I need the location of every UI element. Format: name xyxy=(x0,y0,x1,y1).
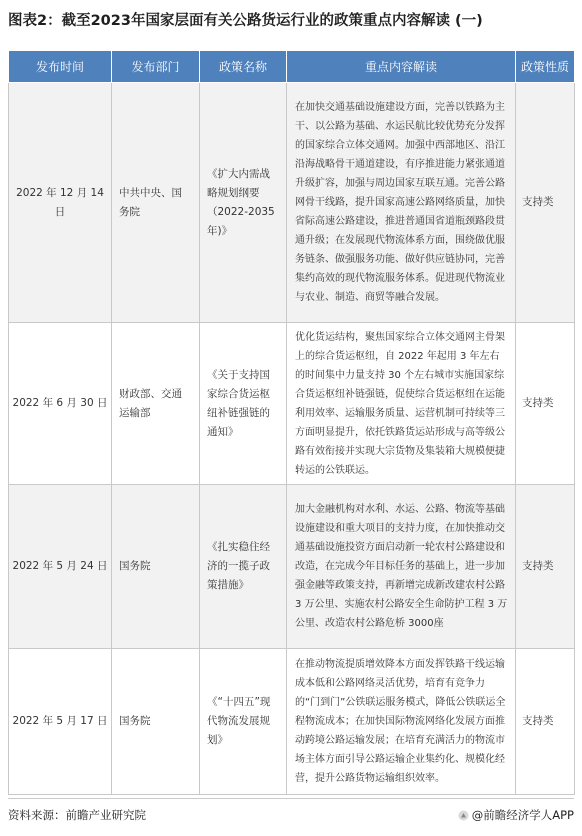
cell-date: 2022 年 12 月 14 日 xyxy=(9,83,112,323)
cell-date: 2022 年 6 月 30 日 xyxy=(9,323,112,485)
cell-department: 国务院 xyxy=(112,649,200,795)
source-note: 资料来源：前瞻产业研究院 xyxy=(8,808,146,822)
cell-content: 在推动物流提质增效降本方面发挥铁路干线运输成本低和公路网络灵活优势，培育有竞争力的“门到门”公铁联运服务模式，降低公铁联运全程物流成本；在加快国际物流网络化发展方面推动跨境公路运输发展；在培育充满活力的物流市场主体方面引导公路运输企业集约化、规模化经营，提升公路货物运输组织效率。 xyxy=(287,649,516,795)
cell-content: 在加快交通基础设施建设方面，完善以铁路为主干、以公路为基础、水运民航比较优势充分发挥的国家综合立体交通网。加强中西部地区、沿江沿海战略骨干通道建设，有序推进能力紧张通道升级扩容，加强与周边国家互联互通。完善公路网骨干线路，提升国家高速公路网络质量，加快省际高速公路建设，推进普通国省道瓶颈路段贯通升级；在发展现代物流体系方面，围绕做优服务链条、做强服务功能、做好供应链协同，完善集约高效的现代物流服务体系。促进现代物流业与农业、制造、商贸等融合发展。 xyxy=(287,83,516,323)
page-title: 图表2：截至2023年国家层面有关公路货运行业的政策重点内容解读 (一) xyxy=(8,13,483,29)
footer-divider xyxy=(8,798,574,799)
credit xyxy=(458,807,574,823)
cell-nature: 支持类 xyxy=(516,485,575,649)
table-row xyxy=(9,649,575,795)
cell-department: 国务院 xyxy=(112,485,200,649)
table-row xyxy=(9,83,575,323)
table-row xyxy=(9,485,575,649)
cell-department: 中共中央、国务院 xyxy=(112,83,200,323)
cell-date: 2022 年 5 月 17 日 xyxy=(9,649,112,795)
cell-department: 财政部、交通运输部 xyxy=(112,323,200,485)
qianzhan-logo-icon xyxy=(458,810,469,821)
table-row xyxy=(9,323,575,485)
cell-nature: 支持类 xyxy=(516,649,575,795)
cell-nature: 支持类 xyxy=(516,323,575,485)
cell-date: 2022 年 5 月 24 日 xyxy=(9,485,112,649)
cell-policy-name: 《“十四五”现代物流发展规划》 xyxy=(200,649,287,795)
policy-table xyxy=(8,50,575,795)
cell-content: 加大金融机构对水利、水运、公路、物流等基础设施建设和重大项目的支持力度，在加快推动交通基础设施投资方面启动新一轮农村公路建设和改造，在完成今年目标任务的基础上，进一步加强金融等政策支持，再新增完成新改建农村公路 3 万公里、实施农村公路安全生命防护工程 3 万公里、改造农村公路危桥 3000座 xyxy=(287,485,516,649)
table-header-row xyxy=(9,51,575,83)
header-date: 发布时间 xyxy=(9,51,112,83)
header-policy-name: 政策名称 xyxy=(200,51,287,83)
header-policy-nature: 政策性质 xyxy=(516,51,575,83)
credit-text: @前瞻经济学人APP xyxy=(471,808,574,822)
cell-content: 优化货运结构，聚焦国家综合立体交通网主骨架上的综合货运枢纽，自 2022 年起用 3 年左右的时间集中力量支持 30 个左右城市实施国家综合货运枢纽补链强链，促使综合货运枢纽在运能利用效率、运输服务质量、运营机制可持续等三方面明显提升，依托铁路货运站形成与高等级公路有效衔接并实现大宗货物及集装箱大规模便捷转运的公铁联运。 xyxy=(287,323,516,485)
header-department: 发布部门 xyxy=(112,51,200,83)
header-key-content: 重点内容解读 xyxy=(287,51,516,83)
cell-policy-name: 《扎实稳住经济的一揽子政策措施》 xyxy=(200,485,287,649)
cell-policy-name: 《扩大内需战略规划纲要（2022-2035年)》 xyxy=(200,83,287,323)
cell-policy-name: 《关于支持国家综合货运枢纽补链强链的通知》 xyxy=(200,323,287,485)
cell-nature: 支持类 xyxy=(516,83,575,323)
